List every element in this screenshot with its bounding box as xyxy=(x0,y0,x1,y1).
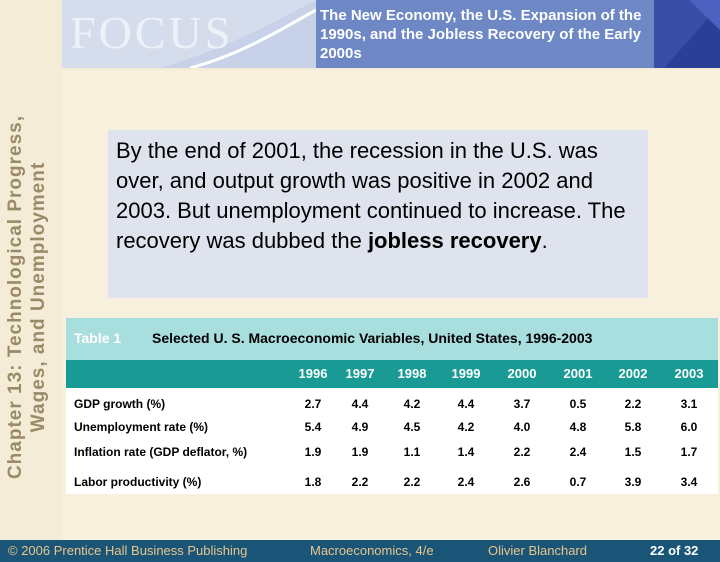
row-label: Inflation rate (GDP deflator, %) xyxy=(74,445,248,459)
table-cell: 2.2 xyxy=(351,475,369,489)
table-cell: 2.4 xyxy=(457,475,475,489)
year-header: 1998 xyxy=(397,366,427,381)
table-cell: 6.0 xyxy=(680,420,698,434)
table-cell: 4.5 xyxy=(403,420,421,434)
table-cell: 1.5 xyxy=(624,445,642,459)
table-cell: 4.2 xyxy=(403,397,421,411)
table-cell: 0.5 xyxy=(569,397,587,411)
row-label: Unemployment rate (%) xyxy=(74,420,209,434)
table-cell: 4.0 xyxy=(513,420,531,434)
chapter-title-line2: Wages, and Unemployment xyxy=(28,161,49,433)
year-header: 1997 xyxy=(345,366,375,381)
table-cell: 1.9 xyxy=(304,445,322,459)
table-cell: 1.7 xyxy=(680,445,698,459)
table-cell: 3.7 xyxy=(513,397,531,411)
callout-text xyxy=(116,136,646,256)
footer-copyright: © 2006 Prentice Hall Business Publishing xyxy=(8,543,248,558)
table-cell: 2.4 xyxy=(569,445,587,459)
chapter-title-line1: Chapter 13: Technological Progress, xyxy=(5,114,26,480)
chapter-title xyxy=(4,62,60,532)
table-cell: 1.9 xyxy=(351,445,369,459)
slide-title: The New Economy, the U.S. Expansion of the 1990s, and the Jobless Recovery of the Early 2000s xyxy=(320,7,642,62)
table-cell: 2.2 xyxy=(403,475,421,489)
table-cell: 0.7 xyxy=(569,475,587,489)
table-cell: 4.2 xyxy=(457,420,475,434)
page-counter: 22 of 32 xyxy=(650,543,699,558)
year-header: 1999 xyxy=(451,366,481,381)
table-cell: 3.4 xyxy=(680,475,698,489)
footer-book: Macroeconomics, 4/e xyxy=(310,543,434,558)
corner-decoration-icon xyxy=(654,0,720,68)
year-header: 2003 xyxy=(674,366,704,381)
table-cell: 1.1 xyxy=(403,445,421,459)
table-cell: 4.4 xyxy=(457,397,475,411)
callout-emphasis: jobless recovery xyxy=(367,228,542,253)
table-cell: 2.2 xyxy=(624,397,642,411)
table-cell: 5.4 xyxy=(304,420,322,434)
row-label: Labor productivity (%) xyxy=(74,475,202,489)
table-cell: 4.8 xyxy=(569,420,587,434)
table-cell: 3.1 xyxy=(680,397,698,411)
year-header: 2002 xyxy=(618,366,648,381)
table-cell: 1.4 xyxy=(457,445,475,459)
table-label: Table 1 xyxy=(74,330,122,346)
table-cell: 3.9 xyxy=(624,475,642,489)
table-cell: 2.7 xyxy=(304,397,322,411)
callout-end: . xyxy=(541,228,548,253)
table-cell: 4.4 xyxy=(351,397,369,411)
callout-main-text: By the end of 2001, the recession in the U.S. was over, and output growth was positive in 2002 and 2003. But unemployment continued to increase. The recovery was dubbed the xyxy=(116,138,626,253)
table-cell: 2.6 xyxy=(513,475,531,489)
table-cell: 5.8 xyxy=(624,420,642,434)
table-cell: 2.2 xyxy=(513,445,531,459)
year-header: 1996 xyxy=(298,366,328,381)
footer-author: Olivier Blanchard xyxy=(488,543,587,558)
year-header: 2001 xyxy=(563,366,593,381)
year-header: 2000 xyxy=(507,366,537,381)
table-caption: Selected U. S. Macroeconomic Variables, United States, 1996-2003 xyxy=(152,330,593,346)
table-cell: 1.8 xyxy=(304,475,322,489)
table-cell: 4.9 xyxy=(351,420,369,434)
row-label: GDP growth (%) xyxy=(74,397,166,411)
focus-logo-text: FOCUS xyxy=(70,7,234,58)
